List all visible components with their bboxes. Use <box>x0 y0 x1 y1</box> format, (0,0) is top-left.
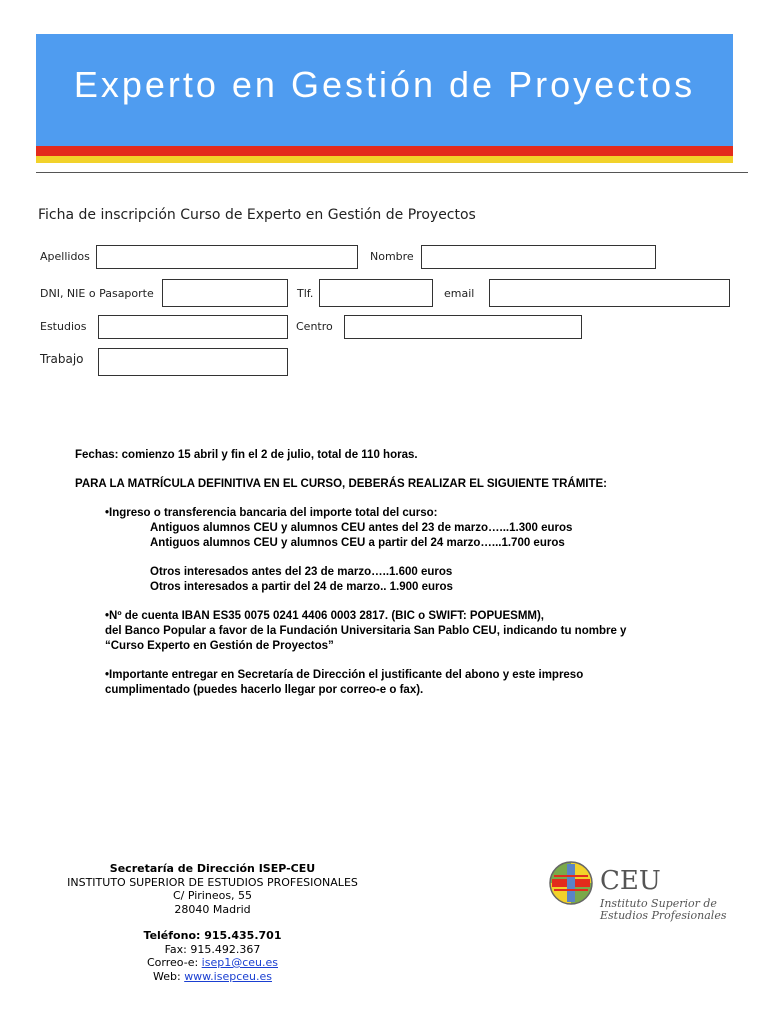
dni-input[interactable] <box>162 279 288 307</box>
correo-line <box>55 956 370 970</box>
dni-label: DNI, NIE o Pasaporte <box>40 287 154 300</box>
ingreso-text: •Ingreso o transferencia bancaria del importe total del curso: <box>105 507 438 519</box>
address-street: C/ Pirineos, 55 <box>172 889 253 902</box>
ceu-crest-icon <box>548 860 594 906</box>
estudios-input[interactable] <box>98 315 288 339</box>
nombre-label: Nombre <box>370 250 414 263</box>
importante-text: •Importante entregar en Secretaría de Dirección el justificante del abono y este impreso <box>105 669 584 681</box>
email-label: email <box>444 287 475 300</box>
email-input[interactable] <box>489 279 730 307</box>
price-line: Antiguos alumnos CEU y alumnos CEU antes del 23 de marzo…...1.300 euros <box>150 522 573 534</box>
instituto-text: INSTITUTO SUPERIOR DE ESTUDIOS PROFESIONALES <box>67 875 358 889</box>
logo-subtitle <box>600 898 726 922</box>
course-info <box>75 448 735 698</box>
fax-text: Fax: 915.492.367 <box>164 942 261 956</box>
price-line: Otros interesados a partir del 24 de marzo.. 1.900 euros <box>150 581 453 593</box>
form-title: Ficha de inscripción Curso de Experto en Gestión de Proyectos <box>38 207 476 223</box>
telefono-text: Teléfono: 915.435.701 <box>143 929 282 942</box>
estudios-label: Estudios <box>40 320 87 333</box>
tramite-heading: PARA LA MATRÍCULA DEFINITIVA EN EL CURSO, DEBERÁS REALIZAR EL SIGUIENTE TRÁMITE: <box>75 478 607 490</box>
address-city: 28040 Madrid <box>174 902 251 916</box>
page-title: Experto en Gestión de Proyectos <box>73 64 696 105</box>
correo-label: Correo-e: <box>147 956 202 969</box>
cuenta-text: “Curso Experto en Gestión de Proyectos” <box>105 640 334 652</box>
apellidos-input[interactable] <box>96 245 358 269</box>
header-banner <box>36 34 733 146</box>
tlf-label: Tlf. <box>297 287 314 300</box>
logo-subtitle-line: Estudios Profesionales <box>600 909 727 922</box>
centro-label: Centro <box>296 320 333 333</box>
contact-footer <box>55 862 370 983</box>
nombre-input[interactable] <box>421 245 656 269</box>
logo-subtitle-line: Instituto Superior de <box>600 897 717 910</box>
fechas-text: Fechas: comienzo 15 abril y fin el 2 de julio, total de 110 horas. <box>75 449 418 461</box>
centro-input[interactable] <box>344 315 582 339</box>
web-link[interactable]: www.isepceu.es <box>184 969 272 983</box>
price-line: Antiguos alumnos CEU y alumnos CEU a partir del 24 marzo…...1.700 euros <box>150 537 565 549</box>
cuenta-text: del Banco Popular a favor de la Fundación Universitaria San Pablo CEU, indicando tu nombre y <box>105 625 627 637</box>
web-line <box>55 970 370 984</box>
red-stripe <box>36 146 733 156</box>
email-link[interactable]: isep1@ceu.es <box>201 956 278 969</box>
secretaria-text: Secretaría de Dirección ISEP-CEU <box>109 862 316 875</box>
web-label: Web: <box>153 969 185 983</box>
importante-text: cumplimentado (puedes hacerlo llegar por correo-e o fax). <box>105 684 424 696</box>
tlf-input[interactable] <box>319 279 433 307</box>
trabajo-input[interactable] <box>98 348 288 376</box>
price-line: Otros interesados antes del 23 de marzo…..1.600 euros <box>150 566 453 578</box>
divider <box>36 172 748 173</box>
yellow-stripe <box>36 156 733 163</box>
trabajo-label: Trabajo <box>40 352 84 366</box>
logo-name: CEU <box>600 866 661 896</box>
apellidos-label: Apellidos <box>40 250 90 263</box>
cuenta-text: •Nº de cuenta IBAN ES35 0075 0241 4406 0003 2817. (BIC o SWIFT: POPUESMM), <box>105 610 545 622</box>
